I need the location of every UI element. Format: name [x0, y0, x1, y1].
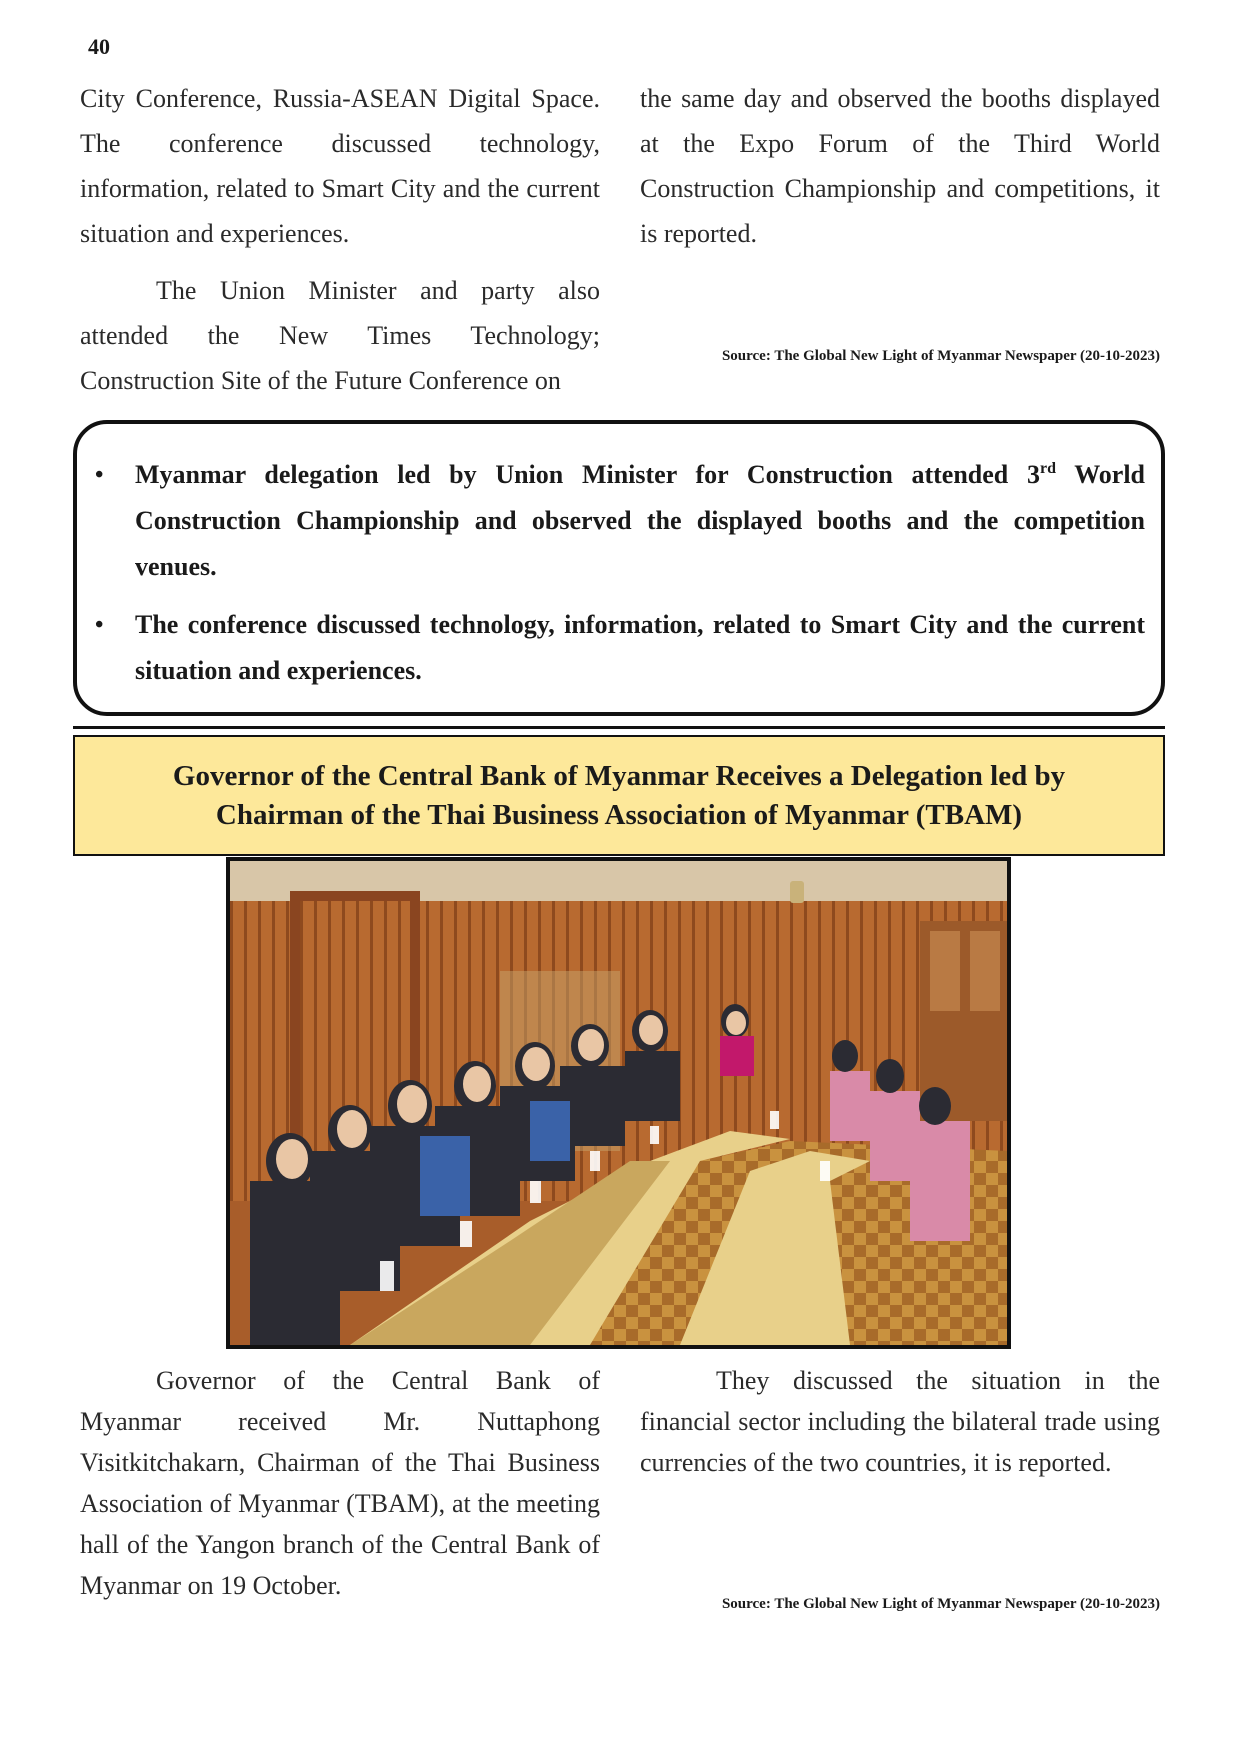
bullet-icon: • — [95, 612, 104, 638]
key-point-1-text: Myanmar delegation led by Union Minister for Construction attended 3 — [135, 460, 1040, 489]
article1-source: Source: The Global New Light of Myanmar Newspaper (20-10-2023) — [721, 348, 1160, 364]
section-divider — [73, 726, 1165, 729]
key-point-item — [95, 452, 1146, 590]
page-number: 40 — [88, 34, 110, 59]
meeting-photo — [226, 857, 1011, 1349]
meeting-room-illustration — [230, 861, 1007, 1345]
article1-left-paragraph-1: City Conference, Russia-ASEAN Digital Space. The conference discussed technology, information, related to Smart City and the current situation and experiences. — [80, 84, 600, 248]
key-point-item — [95, 602, 1145, 694]
headline-line-1: Governor of the Central Bank of Myanmar Receives a Delegation led by — [172, 759, 1066, 792]
headline-line-2: Chairman of the Thai Business Association of Myanmar (TBAM) — [215, 798, 1023, 831]
bullet-icon: • — [95, 462, 104, 488]
article1-left-column — [80, 76, 600, 403]
article2-source: Source: The Global New Light of Myanmar Newspaper (20-10-2023) — [721, 1596, 1160, 1612]
article1-right-paragraph-1: the same day and observed the booths displayed at the Expo Forum of the Third World Construction Championship and competitions, it is reported. — [640, 84, 1160, 248]
key-point-1-text-end: World Construction Championship and observed the displayed booths and the competition venues. — [135, 460, 1146, 581]
article1-right-column — [640, 76, 1160, 256]
ordinal-suffix: rd — [1039, 460, 1056, 477]
key-point-2-text: The conference discussed technology, information, related to Smart City and the current situation and experiences. — [135, 610, 1145, 685]
article2-left-paragraph: Governor of the Central Bank of Myanmar received Mr. Nuttaphong Visitkitchakarn, Chairman of the Thai Business Association of Myanmar (TBAM), at the meeting hall of the Yangon branch of the Central Bank of Myanmar on 19 October. — [80, 1366, 600, 1600]
article1-left-paragraph-2: The Union Minister and party also attended the New Times Technology; Construction Site of the Future Conference on — [80, 276, 600, 395]
article2-headline — [73, 735, 1165, 856]
article2-left-column — [80, 1360, 600, 1606]
key-points-box — [73, 420, 1165, 716]
article2-right-paragraph: They discussed the situation in the financial sector including the bilateral trade using currencies of the two countries, it is reported. — [640, 1366, 1160, 1477]
article2-right-column — [640, 1360, 1160, 1483]
